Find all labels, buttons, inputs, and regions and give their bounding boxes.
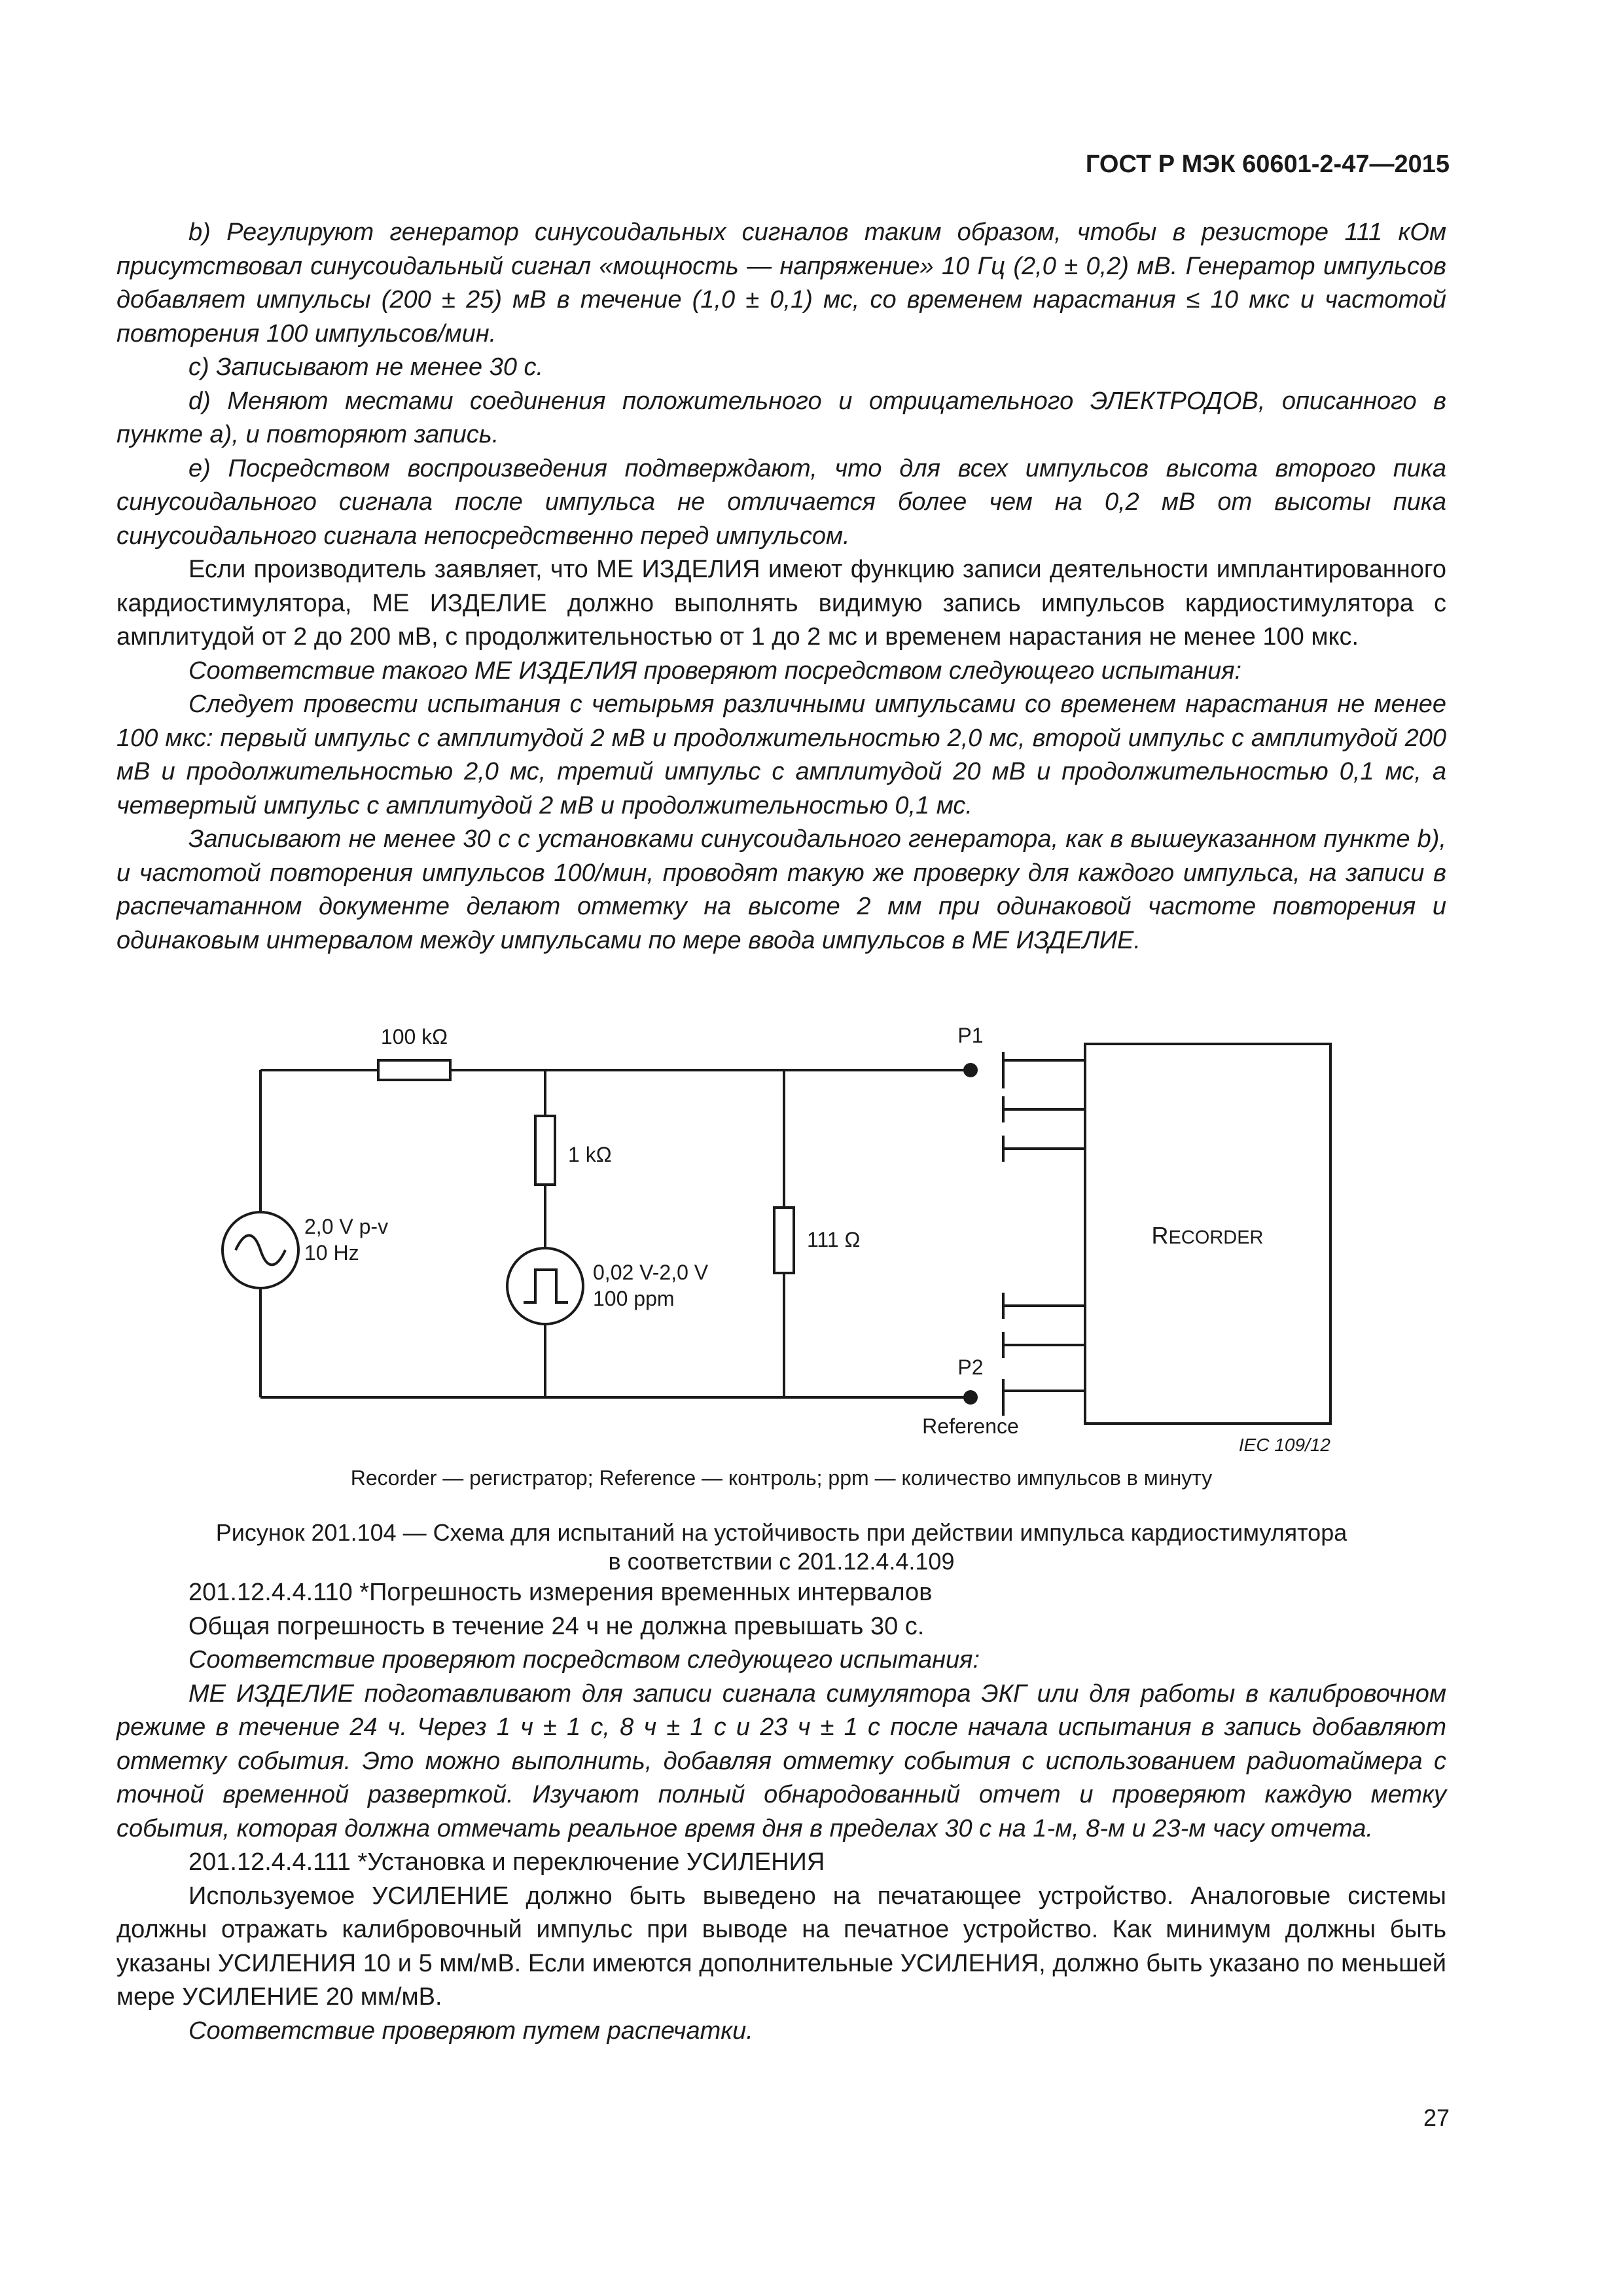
page-number: 27 — [1423, 2104, 1450, 2131]
paragraph: Общая погрешность в течение 24 ч не должна превышать 30 с. — [188, 1612, 925, 1640]
resistor-111 — [774, 1208, 794, 1273]
resistor-100k — [378, 1060, 450, 1080]
section-heading: 201.12.4.4.111 *Установка и переключение УСИЛЕНИЯ — [188, 1848, 825, 1876]
caption-line-2: в соответствии с 201.12.4.4.109 — [608, 1548, 955, 1575]
terminal-p2-dot — [963, 1390, 978, 1405]
paragraph: b) Регулируют генератор синусоидальных сигналов таким образом, чтобы в резисторе 111 кОм присутствовал синусоидальный сигнал «мощность — напряжение» 10 Гц (2,0 ± 0,2) мВ. Генератор импульсов добавляет импульсы (200 ± 25) мВ в течение (1,0 ± 0,1) мс, со временем нарастания ≤ 10 мкс и частотой повторения 100 импульсов/мин. — [116, 219, 1446, 348]
paragraph: Если производитель заявляет, что МЕ ИЗДЕЛИЯ имеют функцию записи деятельности имплантированного кардиостимулятора, МЕ ИЗДЕЛИЕ должно выполнять видимую запись импульсов кардиостимулятора с амплитудой от 2 до 200 мВ, с продолжительностью от 1 до 2 мс и временем нарастания не менее 100 мкс. — [116, 556, 1446, 651]
paragraph: Записывают не менее 30 с с установками синусоидального генератора, как в вышеуказанном пункте b), и частотой повторения импульсов 100/мин, проводят такую же проверку для каждого импульса, на записи в распечатанном документе делают отметку на высоте 2 мм при одинаковой частоте повторения и одинаковым интервалом между импульсами по мере ввода импульсов в МЕ ИЗДЕЛИЕ. — [116, 825, 1446, 954]
label-p2: P2 — [957, 1355, 984, 1379]
label-pulse-2: 100 ppm — [593, 1287, 675, 1310]
label-sine-1: 2,0 V p-v — [304, 1215, 389, 1238]
figure-caption — [116, 1518, 1446, 1576]
pulse-icon — [524, 1270, 568, 1302]
paragraph: Используемое УСИЛЕНИЕ должно быть выведено на печатающее устройство. Аналоговые системы должны отражать калибровочный импульс при выводе на печатное устройство. Как минимум должны быть указаны УСИЛЕНИЯ 10 и 5 мм/мВ. Если имеются дополнительные УСИЛЕНИЯ, должно быть указано по меньшей мере УСИЛЕНИЕ 20 мм/мВ. — [116, 1882, 1446, 2011]
label-recorder — [1151, 1222, 1263, 1249]
paragraph: e) Посредством воспроизведения подтверждают, что для всех импульсов высота второго пика синусоидального сигнала после импульса не отличается более чем на 0,2 мВ от высоты пика синусоидального сигнала непосредственно перед импульсом. — [116, 454, 1446, 550]
label-sine-2: 10 Hz — [304, 1241, 359, 1265]
label-reference: Reference — [922, 1414, 1019, 1438]
label-p1: P1 — [957, 1024, 984, 1047]
sine-wave-icon — [236, 1236, 285, 1265]
label-r1: 100 kΩ — [380, 1025, 448, 1049]
label-recorder-initial: R — [1151, 1222, 1169, 1249]
paragraph: c) Записывают не менее 30 с. — [188, 353, 544, 381]
pulse-source — [507, 1248, 583, 1324]
label-recorder-rest: ECORDER — [1168, 1227, 1264, 1248]
section-heading: 201.12.4.4.110 *Погрешность измерения временных интервалов — [188, 1579, 933, 1606]
paragraph: Следует провести испытания с четырьмя различными импульсами со временем нарастания не менее 100 мкс: первый импульс с амплитудой 2 мВ и продолжительностью 2,0 мс, второй импульс с амплитудой 200 мВ и продолжительностью 2,0 мс, третий импульс с амплитудой 20 мВ и продолжительностью 0,1 мс, а четвертый импульс с амплитудой 2 мВ и продолжительностью 0,1 мс. — [116, 691, 1446, 819]
circuit-svg — [116, 1005, 1446, 1463]
paragraph: d) Меняют местами соединения положительного и отрицательного ЭЛЕКТРОДОВ, описанного в пункте a), и повторяют запись. — [116, 387, 1446, 448]
paragraph: МЕ ИЗДЕЛИЕ подготавливают для записи сигнала симулятора ЭКГ или для работы в калибровочном режиме в течение 24 ч. Через 1 ч ± 1 с, 8 ч ± 1 с и 23 ч ± 1 с после начала испытания в запись добавляют отметку события. Это можно выполнить, добавляя отметку события с использованием радиотаймера с точной временной разверткой. Изучают полный обнародованный отчет и проверяют каждую метку события, которая должна отмечать реальное время дня в пределах 30 с на 1-м, 8-м и 23-м часу отчета. — [116, 1679, 1446, 1842]
terminal-p1-dot — [963, 1063, 978, 1077]
label-iec: IEC 109/12 — [1238, 1435, 1330, 1455]
circuit-diagram — [116, 1005, 1446, 1463]
paragraph: Соответствие проверяют посредством следующего испытания: — [188, 1646, 980, 1674]
paragraph: Соответствие такого МЕ ИЗДЕЛИЯ проверяют посредством следующего испытания: — [188, 656, 1242, 685]
standard-header: ГОСТ Р МЭК 60601-2-47—2015 — [1085, 151, 1450, 178]
paragraph: Соответствие проверяют путем распечатки. — [188, 2017, 753, 2045]
caption-line-1: Рисунок 201.104 — Схема для испытаний на устойчивость при действии импульса кардиостимулятора — [215, 1519, 1347, 1546]
resistor-1k — [535, 1116, 555, 1185]
label-r3: 111 Ω — [807, 1228, 861, 1251]
label-r2: 1 kΩ — [568, 1143, 612, 1166]
body-block-1 — [116, 216, 1446, 958]
body-block-2 — [116, 1576, 1446, 2048]
label-pulse-1: 0,02 V-2,0 V — [593, 1261, 709, 1284]
figure-legend: Recorder — регистратор; Reference — контроль; ppm — количество импульсов в минуту — [350, 1466, 1213, 1490]
